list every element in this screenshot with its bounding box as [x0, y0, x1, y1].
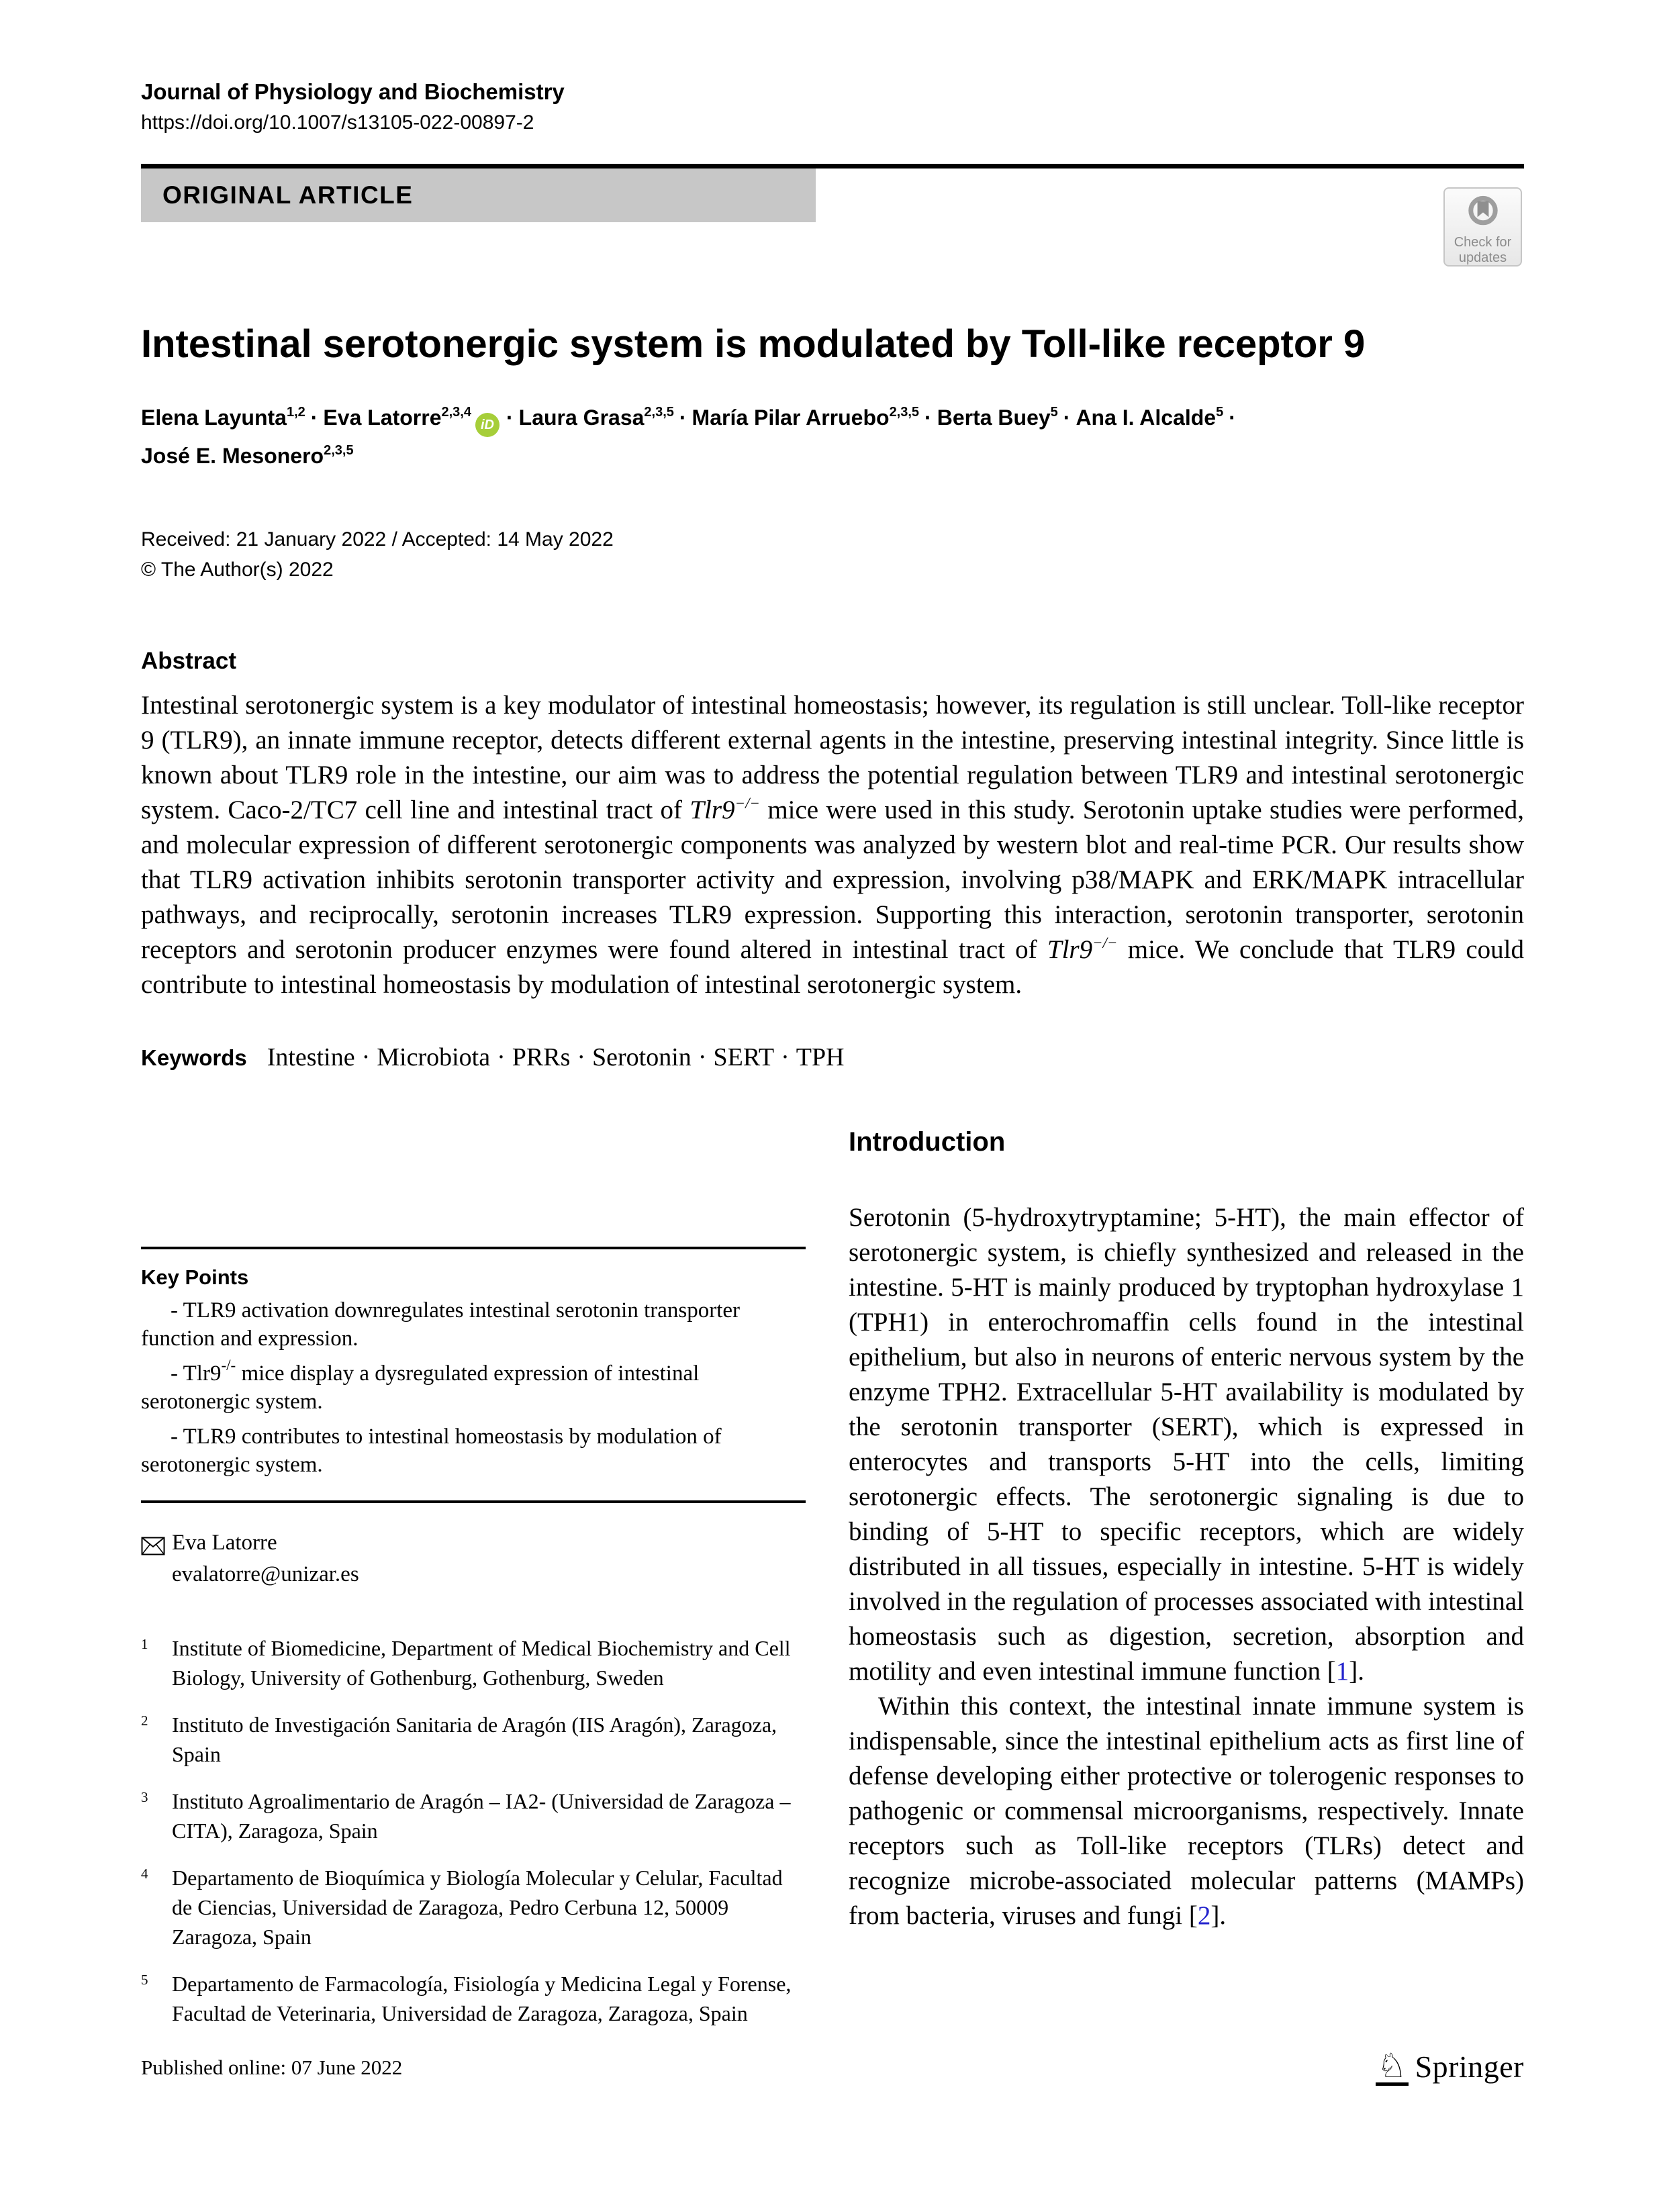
- check-for-updates-badge[interactable]: [1443, 187, 1522, 267]
- keyword-separator: ·: [361, 1043, 371, 1071]
- keywords-list: [267, 1043, 845, 1071]
- affiliation-row: [141, 1863, 806, 1952]
- affiliation-row: [141, 1710, 806, 1769]
- received-accepted-line: Received: 21 January 2022 / Accepted: 14 May 2022: [141, 528, 614, 550]
- article-type-banner-row: [141, 164, 1524, 265]
- orcid-icon[interactable]: iD: [475, 413, 500, 437]
- check-for-updates-label: Check for updates: [1454, 235, 1512, 265]
- author-list: [141, 399, 1524, 475]
- affiliation-text: Departamento de Bioquímica y Biología Molecular y Celular, Facultad de Ciencias, Universidad de Zaragoza, Pedro Cerbuna 12, 50009 Zaragoza, Spain: [172, 1865, 783, 1949]
- keyword-item: Intestine: [267, 1043, 355, 1071]
- keyword-separator: ·: [698, 1043, 707, 1071]
- keywords-row: [141, 1043, 1524, 1072]
- intro-paragraph: [849, 1689, 1524, 1933]
- author-name: Laura Grasa: [518, 405, 645, 430]
- keyword-separator: ·: [497, 1043, 506, 1071]
- affiliation-number: 3: [141, 1788, 148, 1805]
- column-gutter: [806, 1079, 849, 2046]
- text-segment: Intestinal serotonergic system is a key modulator of intestinal homeostasis; however, its regulation is still unclear. Toll-like receptor 9 (TLR9), an innate immune receptor, detects different external agents in the intestine, preserving intestinal integrity. Since little is known about TLR9 role in the intestine, our aim was to address the potential regulation between TLR9 and intestinal serotonergic system. Caco-2/TC7 cell line and intestinal tract of: [141, 690, 1524, 824]
- affiliation-text: Instituto Agroalimentario de Aragón – IA2- (Universidad de Zaragoza – CITA), Zaragoza, Spain: [172, 1788, 791, 1843]
- author-name: María Pilar Arruebo: [692, 405, 890, 430]
- author-affiliation-superscript: 2,3,4: [441, 404, 471, 420]
- key-point-item: [141, 1423, 806, 1479]
- affiliation-row: [141, 1969, 806, 2028]
- key-point-item: [141, 1356, 806, 1416]
- left-column: [141, 1079, 806, 2046]
- affiliation-text: Institute of Biomedicine, Department of Medical Biochemistry and Cell Biology, University of Gothenburg, Gothenburg, Sweden: [172, 1635, 791, 1690]
- abstract-text: [141, 688, 1524, 1002]
- affiliation-number: 2: [141, 1712, 148, 1729]
- affiliation-number: 5: [141, 1971, 148, 1988]
- keyword-item: SERT: [713, 1043, 775, 1071]
- author-separator: ·: [679, 405, 687, 430]
- key-points-top-rule: [141, 1247, 806, 1249]
- affiliation-text: Departamento de Farmacología, Fisiología y Medicina Legal y Forense, Facultad de Veterinaria, Universidad de Zaragoza, Zaragoza, Spain: [172, 1971, 792, 2025]
- superscript-text: -/-: [221, 1356, 236, 1374]
- springer-logo: [1376, 2049, 1524, 2086]
- journal-name: Journal of Physiology and Biochemistry: [141, 79, 565, 104]
- corresponding-author-email[interactable]: evalatorre@unizar.es: [172, 1561, 359, 1586]
- text-segment: - TLR9 contributes to intestinal homeostasis by modulation of serotonergic system.: [141, 1424, 722, 1477]
- copyright-line: © The Author(s) 2022: [141, 558, 334, 581]
- text-segment: ].: [1349, 1656, 1364, 1686]
- author-affiliation-superscript: 5: [1050, 404, 1058, 420]
- author-name: Elena Layunta: [141, 405, 287, 430]
- introduction-body: [849, 1200, 1524, 1933]
- key-points-list: [141, 1296, 806, 1479]
- author-name: José E. Mesonero: [141, 443, 324, 468]
- keyword-separator: ·: [577, 1043, 586, 1071]
- doi-link[interactable]: https://doi.org/10.1007/s13105-022-00897-2: [141, 111, 534, 134]
- text-segment: mice display a dysregulated expression of intestinal serotonergic system.: [141, 1361, 700, 1414]
- keyword-item: Microbiota: [377, 1043, 491, 1071]
- affiliation-number: 1: [141, 1635, 148, 1652]
- affiliations-list: [141, 1633, 806, 2028]
- springer-wordmark: Springer: [1415, 2050, 1524, 2084]
- author-separator: ·: [310, 405, 318, 430]
- dates-block: [141, 524, 1524, 585]
- affiliation-text: Instituto de Investigación Sanitaria de Aragón (IIS Aragón), Zaragoza, Spain: [172, 1712, 777, 1766]
- affiliation-row: [141, 1633, 806, 1692]
- author-affiliation-superscript: 2,3,5: [644, 404, 674, 420]
- published-online-line: Published online: 07 June 2022: [141, 2055, 403, 2079]
- page-footer: [141, 2049, 1524, 2086]
- superscript-text: −/−: [1092, 934, 1118, 951]
- key-point-item: [141, 1296, 806, 1353]
- check-for-updates-icon: [1464, 193, 1502, 234]
- superscript-text: −/−: [734, 794, 760, 812]
- text-segment: ].: [1210, 1901, 1227, 1930]
- citation-ref[interactable]: 1: [1335, 1656, 1349, 1686]
- article-type-banner: [141, 169, 816, 222]
- citation-ref[interactable]: 2: [1197, 1901, 1211, 1930]
- author-separator: ·: [1063, 405, 1071, 430]
- text-segment: mice were used in this study. Serotonin uptake studies were performed, and molecular expression of different serotonergic components was analyzed by western blot and real-time PCR. Our results show that TLR9 activation inhibits serotonin transporter activity and expression, involving p38/MAPK and ERK/MAPK intracellular pathways, and reciprocally, serotonin increases TLR9 expression. Supporting this interaction, serotonin transporter, serotonin receptors and serotonin producer enzymes were found altered in intestinal tract of: [141, 795, 1524, 964]
- two-column-section: [141, 1079, 1524, 2046]
- text-segment: Serotonin (5-hydroxytryptamine; 5-HT), the main effector of serotonergic system, is chiefly synthesized and released in the intestine. 5-HT is mainly produced by tryptophan hydroxylase 1 (TPH1) in enterochromaffin cells found in the intestinal epithelium, but also in neurons of enteric nervous system by the enzyme TPH2. Extracellular 5-HT availability is modulated by the serotonin transporter (SERT), which is expressed in enterocytes and transports 5-HT into the cells, limiting serotonergic effects. The serotonergic signaling is due to binding of 5-HT to specific receptors, which are widely distributed in all tissues, especially in intestine. 5-HT is widely involved in the regulation of processes associated with intestinal homeostasis such as digestion, secretion, absorption and motility and even intestinal immune function [: [849, 1202, 1524, 1686]
- text-segment: - TLR9 activation downregulates intestinal serotonin transporter function and expression.: [141, 1298, 741, 1351]
- keyword-item: TPH: [796, 1043, 845, 1071]
- key-points-heading: Key Points: [141, 1265, 249, 1289]
- key-points-bottom-rule: [141, 1500, 806, 1503]
- text-segment: Tlr9: [689, 795, 735, 824]
- keyword-item: Serotonin: [592, 1043, 692, 1071]
- page-header: [141, 0, 1524, 134]
- intro-paragraph: [849, 1200, 1524, 1689]
- author-affiliation-superscript: 5: [1216, 404, 1224, 420]
- text-segment: Tlr9: [1047, 934, 1093, 964]
- article-title: Intestinal serotonergic system is modulated by Toll-like receptor 9: [141, 322, 1366, 366]
- abstract-heading: Abstract: [141, 647, 236, 674]
- keywords-label: Keywords: [141, 1045, 247, 1070]
- author-name: Berta Buey: [937, 405, 1051, 430]
- author-affiliation-superscript: 2,3,5: [889, 404, 920, 420]
- right-column: [849, 1079, 1524, 2046]
- keyword-item: PRRs: [512, 1043, 571, 1071]
- author-separator: ·: [924, 405, 932, 430]
- correspondence-block: [141, 1527, 806, 1590]
- text-segment: Within this context, the intestinal innate immune system is indispensable, since the intestinal epithelium acts as first line of defense developing either protective or tolerogenic responses to pathogenic or commensal microorganisms, respectively. Innate receptors such as Toll-like receptors (TLRs) detect and recognize microbe-associated molecular patterns (MAMPs) from bacteria, viruses and fungi [: [849, 1691, 1524, 1930]
- envelope-icon: [141, 1527, 172, 1590]
- keyword-separator: ·: [781, 1043, 790, 1071]
- author-separator: ·: [1229, 405, 1236, 430]
- author-name: Ana I. Alcalde: [1076, 405, 1217, 430]
- author-separator: ·: [506, 405, 514, 430]
- correspondence-text: [172, 1527, 359, 1590]
- author-affiliation-superscript: 1,2: [286, 404, 305, 420]
- affiliation-row: [141, 1786, 806, 1845]
- corresponding-author-name: Eva Latorre: [172, 1530, 277, 1555]
- author-name: Eva Latorre: [323, 405, 442, 430]
- author-affiliation-superscript: 2,3,5: [324, 442, 354, 458]
- text-segment: - Tlr9: [171, 1361, 222, 1386]
- text-segment: mice. We conclude that TLR9 could contribute to intestinal homeostasis by modulation of intestinal serotonergic system.: [141, 934, 1524, 999]
- article-type-label: ORIGINAL ARTICLE: [162, 181, 414, 209]
- springer-knight-icon: ♘: [1376, 2047, 1407, 2084]
- introduction-heading: Introduction: [849, 1126, 1006, 1157]
- affiliation-number: 4: [141, 1865, 148, 1882]
